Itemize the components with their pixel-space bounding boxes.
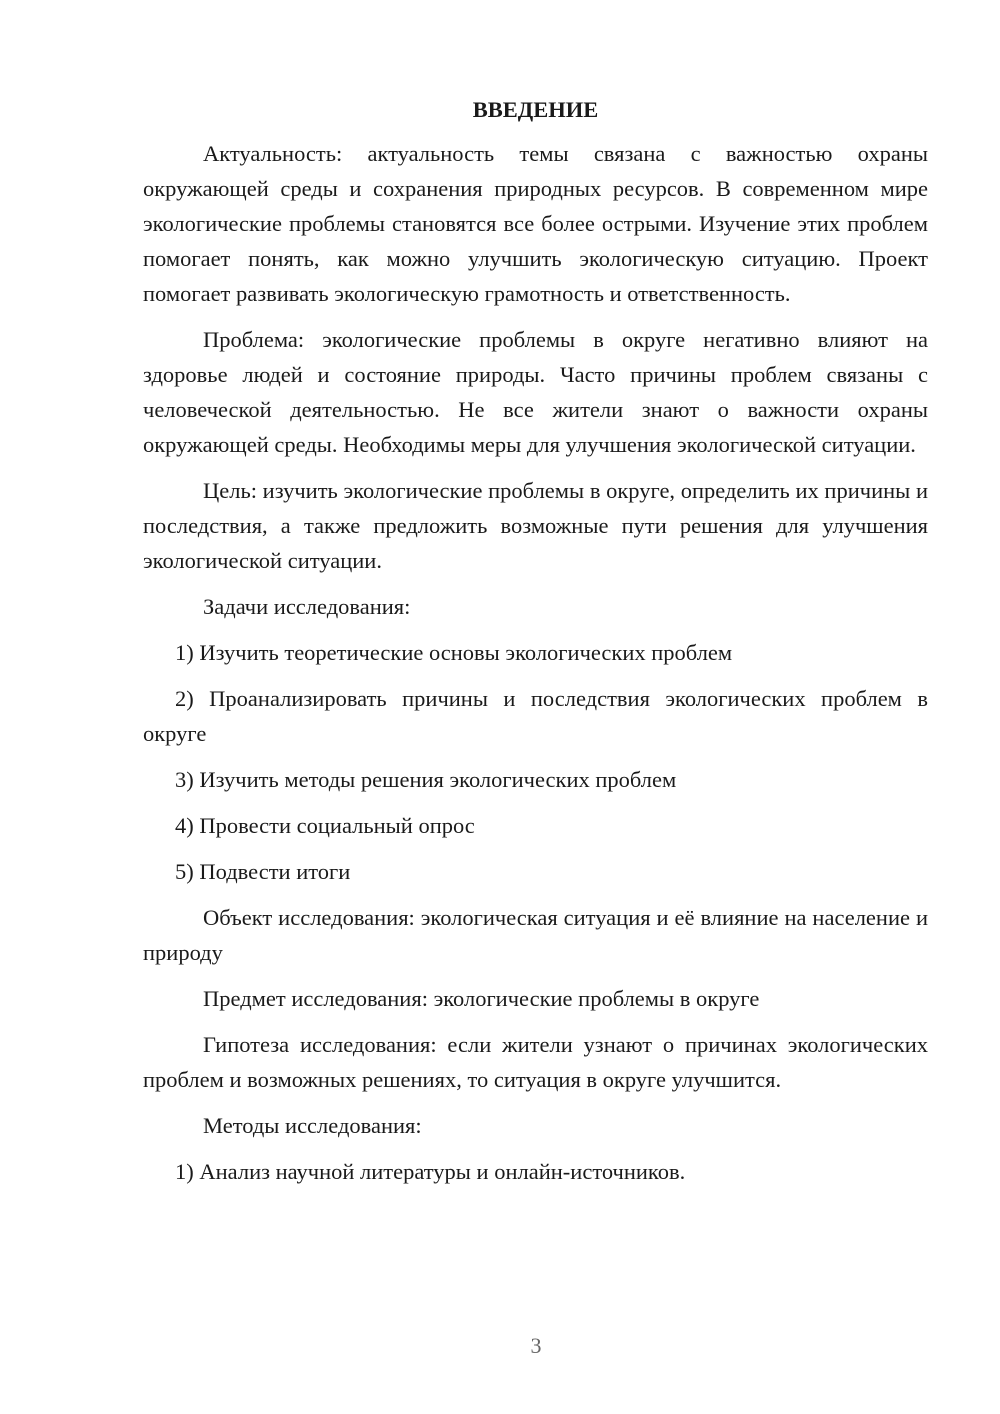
page-title: ВВЕДЕНИЕ	[472, 97, 599, 122]
task-item: 5) Подвести итоги	[175, 859, 351, 884]
paragraph-object: Объект исследования: экологическая ситуация и её влияние на население и природу	[143, 905, 928, 965]
paragraph-goal: Цель: изучить экологические проблемы в округе, определить их причины и последствия, а также предложить возможные пути решения для улучшения экологической ситуации.	[143, 478, 928, 573]
task-item: 3) Изучить методы решения экологических проблем	[175, 767, 677, 792]
method-item: 1) Анализ научной литературы и онлайн-источников.	[175, 1159, 686, 1184]
paragraph-relevance: Актуальность: актуальность темы связана с важностью охраны окружающей среды и сохранения природных ресурсов. В современном мире экологические проблемы становятся все более острыми. Изучение этих проблем помогает понять, как можно улучшить экологическую ситуацию. Проект помогает развивать экологическую грамотность и ответственность.	[143, 141, 928, 306]
page-number: 3	[530, 1333, 542, 1358]
paragraph-subject: Предмет исследования: экологические проблемы в округе	[203, 986, 760, 1011]
task-item: 1) Изучить теоретические основы экологических проблем	[175, 640, 733, 665]
methods-heading: Методы исследования:	[203, 1113, 422, 1138]
paragraph-problem: Проблема: экологические проблемы в округе негативно влияют на здоровье людей и состояние природы. Часто причины проблем связаны с человеческой деятельностью. Не все жители знают о важности охраны окружающей среды. Необходимы меры для улучшения экологической ситуации.	[143, 327, 928, 457]
paragraph-hypothesis: Гипотеза исследования: если жители узнают о причинах экологических проблем и возможных решениях, то ситуация в округе улучшится.	[143, 1032, 928, 1092]
document-body	[143, 96, 928, 1200]
tasks-heading: Задачи исследования:	[203, 594, 411, 619]
task-item: 4) Провести социальный опрос	[175, 813, 475, 838]
task-item: 2) Проанализировать причины и последствия экологических проблем в округе	[143, 686, 928, 746]
